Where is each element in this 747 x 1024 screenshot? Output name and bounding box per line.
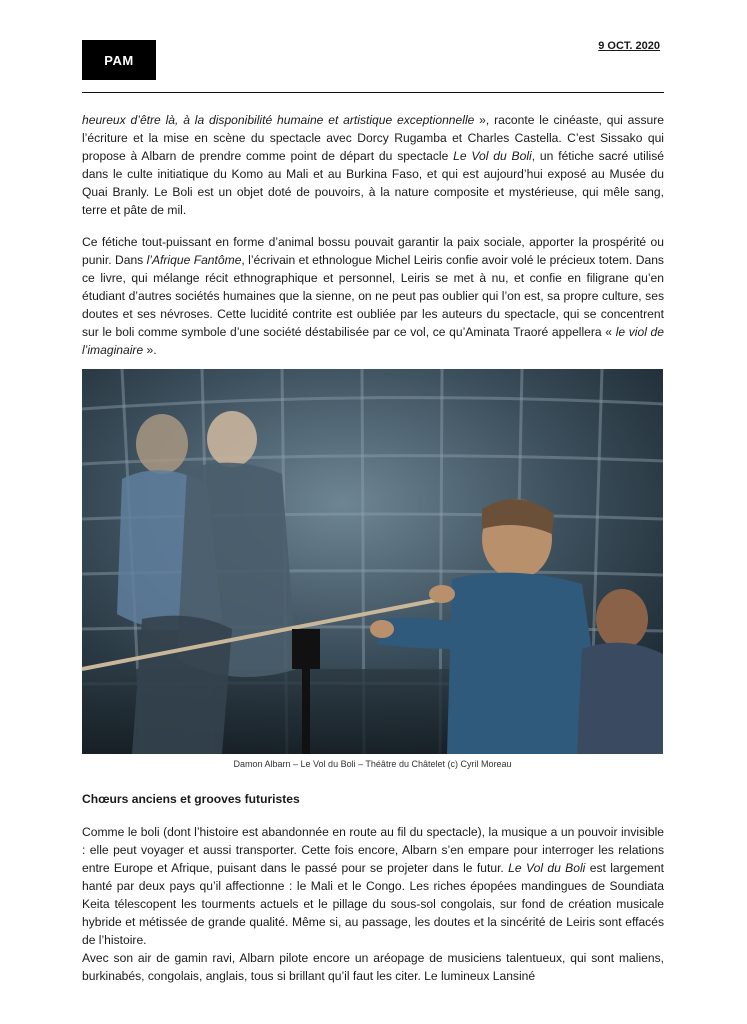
italic-title: Le Vol du Boli <box>453 149 532 163</box>
italic-quote: heureux d’être là, à la disponibilité humaine et artistique exceptionnelle <box>82 113 475 127</box>
text-run: ». <box>143 343 157 357</box>
section-heading: Chœurs anciens et grooves futuristes <box>82 792 300 806</box>
stage-photo-illustration <box>82 369 663 754</box>
text-run: Avec son air de gamin ravi, Albarn pilote encore un aréopage de musiciens talentueux, qui sont maliens, burkinabés, congolais, anglais, tous si brillant qu’il faut les citer. Le lumineux Lansiné <box>82 951 664 983</box>
text-run: , un fétiche sacré utilisé dans le culte initiatique du Komo au Mali et au Burkina Faso, et qui est aujourd’hui exposé au Musée du Quai Branly. Le Boli est un objet doté de pouvoirs, à la nature composite et mystérieuse, qui mêle sang, terre et pâte de mil. <box>82 149 664 217</box>
publication-logo <box>82 40 156 80</box>
text-run: », raconte le cinéaste, qui assure l’écriture et la mise en scène du spectacle avec Dorcy Rugamba et Charles Castella. C’est Sissako qui propose à Albarn de prendre comme point de départ du spectacle <box>82 113 664 163</box>
article-paragraph-2 <box>82 233 664 359</box>
text-run: Ce fétiche tout-puissant en forme d’animal bossu pouvait garantir la paix sociale, apporter la prospérité ou punir. Dans <box>82 235 664 267</box>
italic-quote: le viol de l’imaginaire <box>82 325 664 357</box>
text-run: est largement hanté par deux pays qu’il affectionne : le Mali et le Congo. Les riches épopées mandingues de Soundiata Keita télescopent les tourments actuels et le pillage du sous-sol congolais, sur fond de création musicale hybride et métissée de grande qualité. Même si, au passage, les doutes et la sincérité de Leiris sont effacés de l’histoire. <box>82 861 664 947</box>
text-run: , l’écrivain et ethnologue Michel Leiris confie avoir volé le précieux totem. Dans ce livre, qui mélange récit ethnographique et personnel, Leiris se met à nu, et confie en filigrane qu’en étudiant d’autres sociétés humaines que la sienne, on ne peut pas oublier qui l’on est, sa propre culture, ses doutes et ses névroses. Cette lucidité contrite est oubliée par les auteurs du spectacle, qui se concentrent sur le boli comme symbole d’une société déstabilisée par ce vol, ce qu’Aminata Traoré appellera « <box>82 253 664 339</box>
text-run: Comme le boli (dont l’histoire est abandonnée en route au fil du spectacle), la musique a un pouvoir invisible : elle peut voyager et aussi transporter. Cette fois encore, Albarn s’en empare pour interroger les relations entre Europe et Afrique, puisant dans le passé pour se projeter dans le futur. <box>82 825 664 875</box>
logo-text: PAM <box>104 52 134 68</box>
publication-date: 9 OCT. 2020 <box>598 40 660 52</box>
stage-photo <box>82 369 663 754</box>
photo-caption: Damon Albarn – Le Vol du Boli – Théâtre du Châtelet (c) Cyril Moreau <box>233 759 512 769</box>
italic-title: Le Vol du Boli <box>508 861 586 875</box>
header-divider <box>82 92 664 93</box>
italic-title: l’Afrique Fantôme <box>146 253 242 267</box>
article-paragraph-1 <box>82 111 664 219</box>
article-paragraph-3 <box>82 823 664 985</box>
